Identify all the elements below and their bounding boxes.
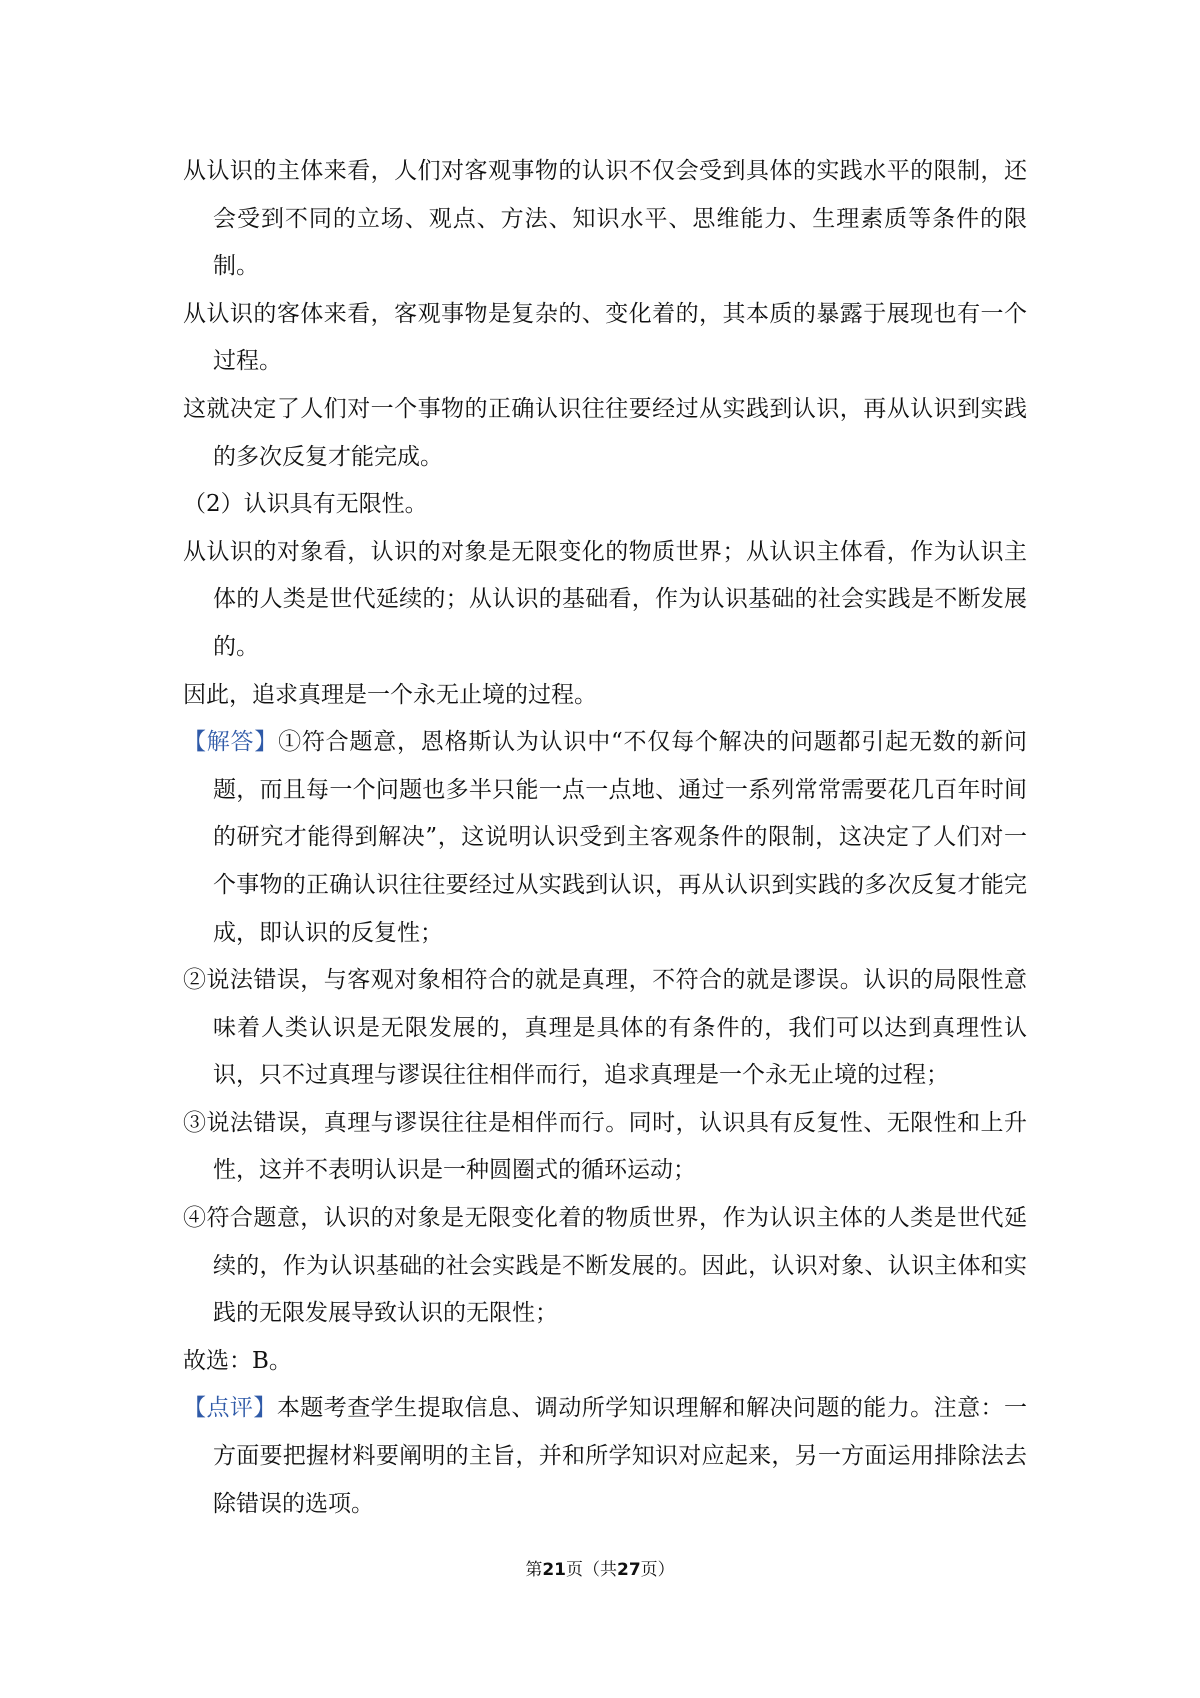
answer-item-2: ②说法错误，与客观对象相符合的就是真理，不符合的就是谬误。认识的局限性意味着人类认识是无限发展的，真理是具体的有条件的，我们可以达到真理性认识，只不过真理与谬误往往相伴而行，追求真理是一个永无止境的过程；	[183, 967, 1027, 1089]
answer-item-3: ③说法错误，真理与谬误往往是相伴而行。同时，认识具有反复性、无限性和上升性，这并不表明认识是一种圆圈式的循环运动；	[183, 1109, 1027, 1184]
section-heading-infinity: （2）认识具有无限性。	[183, 491, 428, 518]
footer-page-number: 21	[542, 1560, 566, 1580]
answer-paragraph	[183, 719, 1027, 957]
footer-prefix: 第	[525, 1560, 543, 1580]
answer-tag: 【解答】	[183, 729, 279, 756]
paragraph-conclusion: 因此，追求真理是一个永无止境的过程。	[183, 681, 597, 708]
paragraph-object-limits: 从认识的客体来看，客观事物是复杂的、变化着的，其本质的暴露于展现也有一个过程。	[183, 300, 1027, 375]
page-footer	[0, 1555, 1200, 1580]
footer-middle: 页（共	[566, 1560, 617, 1580]
comment-tag: 【点评】	[183, 1395, 277, 1422]
paragraph-infinity-reasons: 从认识的对象看，认识的对象是无限变化的物质世界；从认识主体看，作为认识主体的人类是世代延续的；从认识的基础看，作为认识基础的社会实践是不断发展的。	[183, 538, 1027, 660]
footer-total-pages: 27	[617, 1560, 641, 1580]
paragraph-repetition: 这就决定了人们对一个事物的正确认识往往要经过从实践到认识，再从认识到实践的多次反复才能完成。	[183, 395, 1027, 470]
comment-text: 本题考查学生提取信息、调动所学知识理解和解决问题的能力。注意：一方面要把握材料要阐明的主旨，并和所学知识对应起来，另一方面运用排除法去除错误的选项。	[213, 1395, 1028, 1517]
comment-paragraph	[183, 1385, 1027, 1528]
footer-suffix: 页）	[640, 1560, 675, 1580]
page-content	[183, 148, 1027, 1528]
choice-line: 故选：B。	[183, 1347, 292, 1374]
answer-item-4: ④符合题意，认识的对象是无限变化着的物质世界，作为认识主体的人类是世代延续的，作为认识基础的社会实践是不断发展的。因此，认识对象、认识主体和实践的无限发展导致认识的无限性；	[183, 1205, 1027, 1327]
paragraph-subject-limits: 从认识的主体来看，人们对客观事物的认识不仅会受到具体的实践水平的限制，还会受到不同的立场、观点、方法、知识水平、思维能力、生理素质等条件的限制。	[183, 158, 1027, 280]
answer-text: ①符合题意，恩格斯认为认识中“不仅每个解决的问题都引起无数的新问题，而且每一个问题也多半只能一点一点地、通过一系列常常需要花几百年时间的研究才能得到解决”，这说明认识受到主客观条件的限制，这决定了人们对一个事物的正确认识往往要经过从实践到认识，再从认识到实践的多次反复才能完成，即认识的反复性；	[213, 729, 1028, 946]
